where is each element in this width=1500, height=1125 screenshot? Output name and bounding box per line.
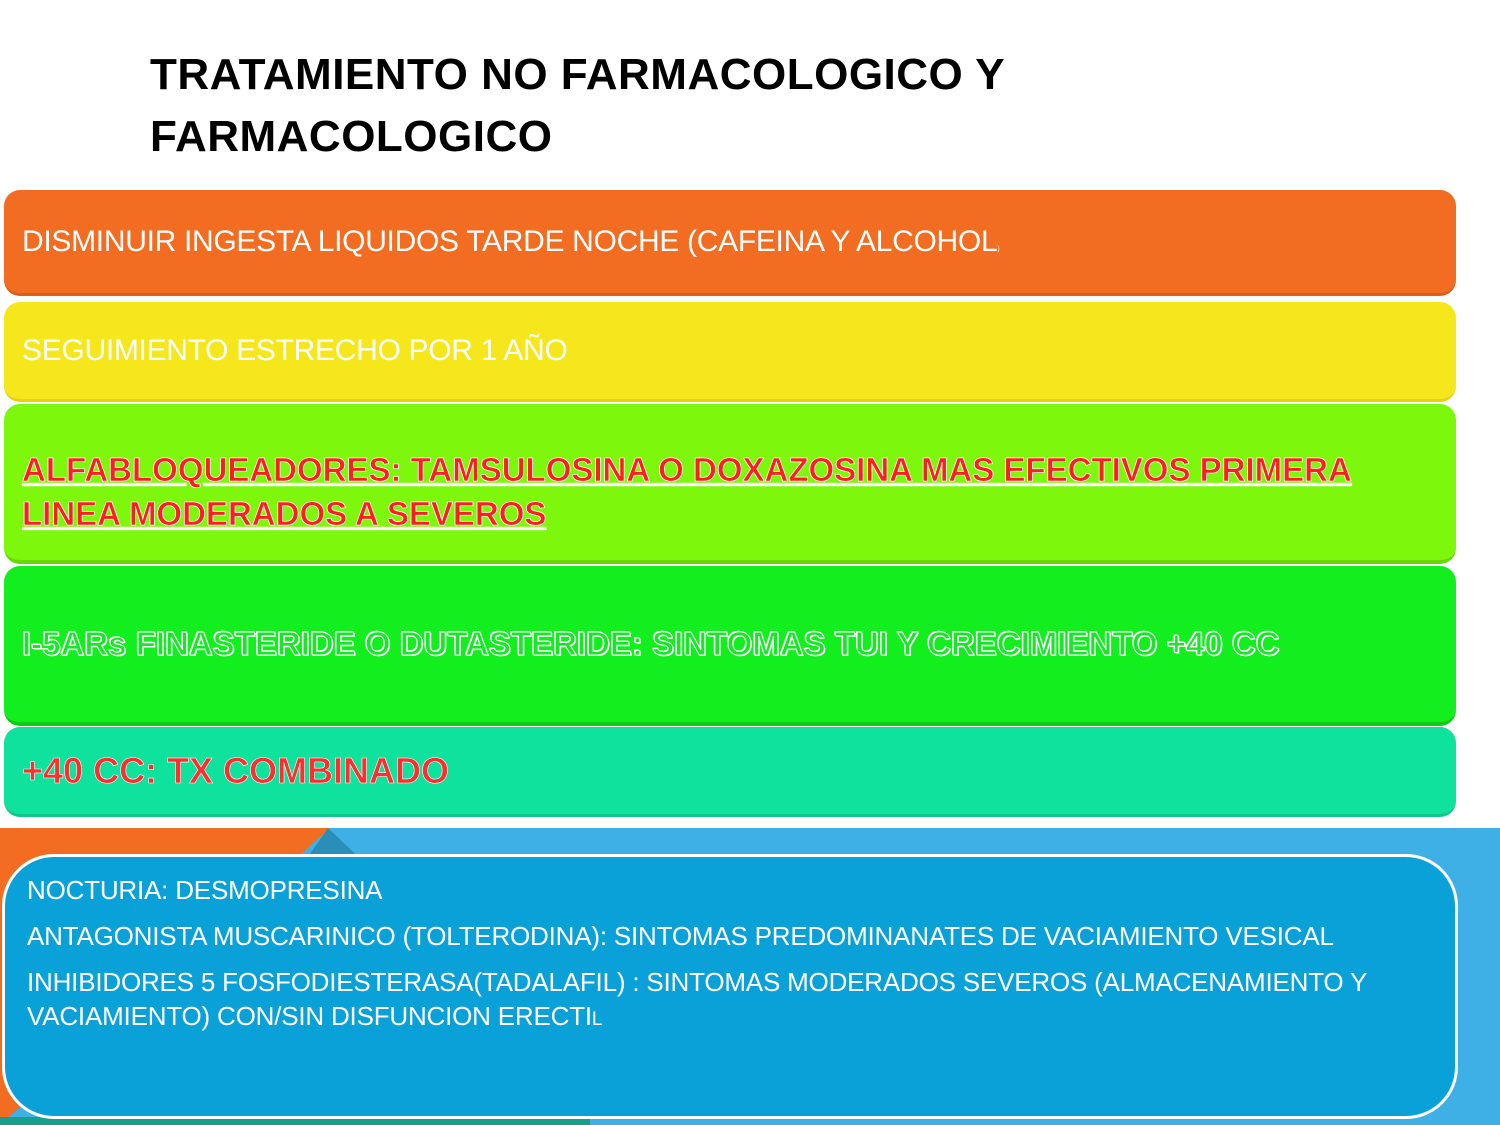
- band-combined: [4, 727, 1456, 817]
- band-combined-text: +40 CC: TX COMBINADO: [22, 749, 450, 791]
- band-liquid-intake-tail: ): [997, 245, 1000, 253]
- band-follow-up: [4, 302, 1456, 402]
- band-liquid-intake-main: DISMINUIR INGESTA LIQUIDOS TARDE NOCHE (CAFEINA Y ALCOHOL: [22, 224, 998, 258]
- slide-title-line1: TRATAMIENTO NO FARMACOLOGICO Y: [150, 50, 1006, 99]
- box-item-pde5-main: INHIBIDORES 5 FOSFODIESTERASA(TADALAFIL) : SINTOMAS MODERADOS SEVEROS (ALMACENAMIENTO Y VACIAMIENTO) CON/SIN DISFUNCION ERECTI: [27, 967, 1367, 1031]
- band-5ari: [4, 566, 1456, 726]
- treatment-options-box: [2, 854, 1458, 1119]
- box-item-nocturia: NOCTURIA: DESMOPRESINA: [27, 875, 383, 905]
- band-alpha-blockers-line2: LINEA MODERADOS A SEVEROS: [22, 495, 547, 532]
- box-item-pde5-tail: L: [591, 1009, 603, 1030]
- band-liquid-intake-text: [22, 225, 999, 259]
- band-follow-up-text: SEGUIMIENTO ESTRECHO POR 1 AÑO: [22, 333, 568, 367]
- box-item-pde5: [27, 965, 1415, 1037]
- band-5ari-text: I-5ARs FINASTERIDE O DUTASTERIDE: SINTOMAS TUI Y CRECIMIENTO +40 CC: [22, 625, 1280, 662]
- slide-title: [150, 44, 1350, 168]
- box-item-antimuscarinic: ANTAGONISTA MUSCARINICO (TOLTERODINA): SINTOMAS PREDOMINANATES DE VACIAMIENTO VESICAL: [27, 921, 1334, 951]
- band-alpha-blockers-text: [22, 448, 1352, 536]
- slide-title-line2: FARMACOLOGICO: [150, 112, 553, 161]
- band-alpha-blockers-line1: ALFABLOQUEADORES: TAMSULOSINA O DOXAZOSINA MAS EFECTIVOS PRIMERA: [22, 451, 1352, 488]
- band-liquid-intake: [4, 190, 1456, 296]
- band-alpha-blockers: [4, 404, 1456, 564]
